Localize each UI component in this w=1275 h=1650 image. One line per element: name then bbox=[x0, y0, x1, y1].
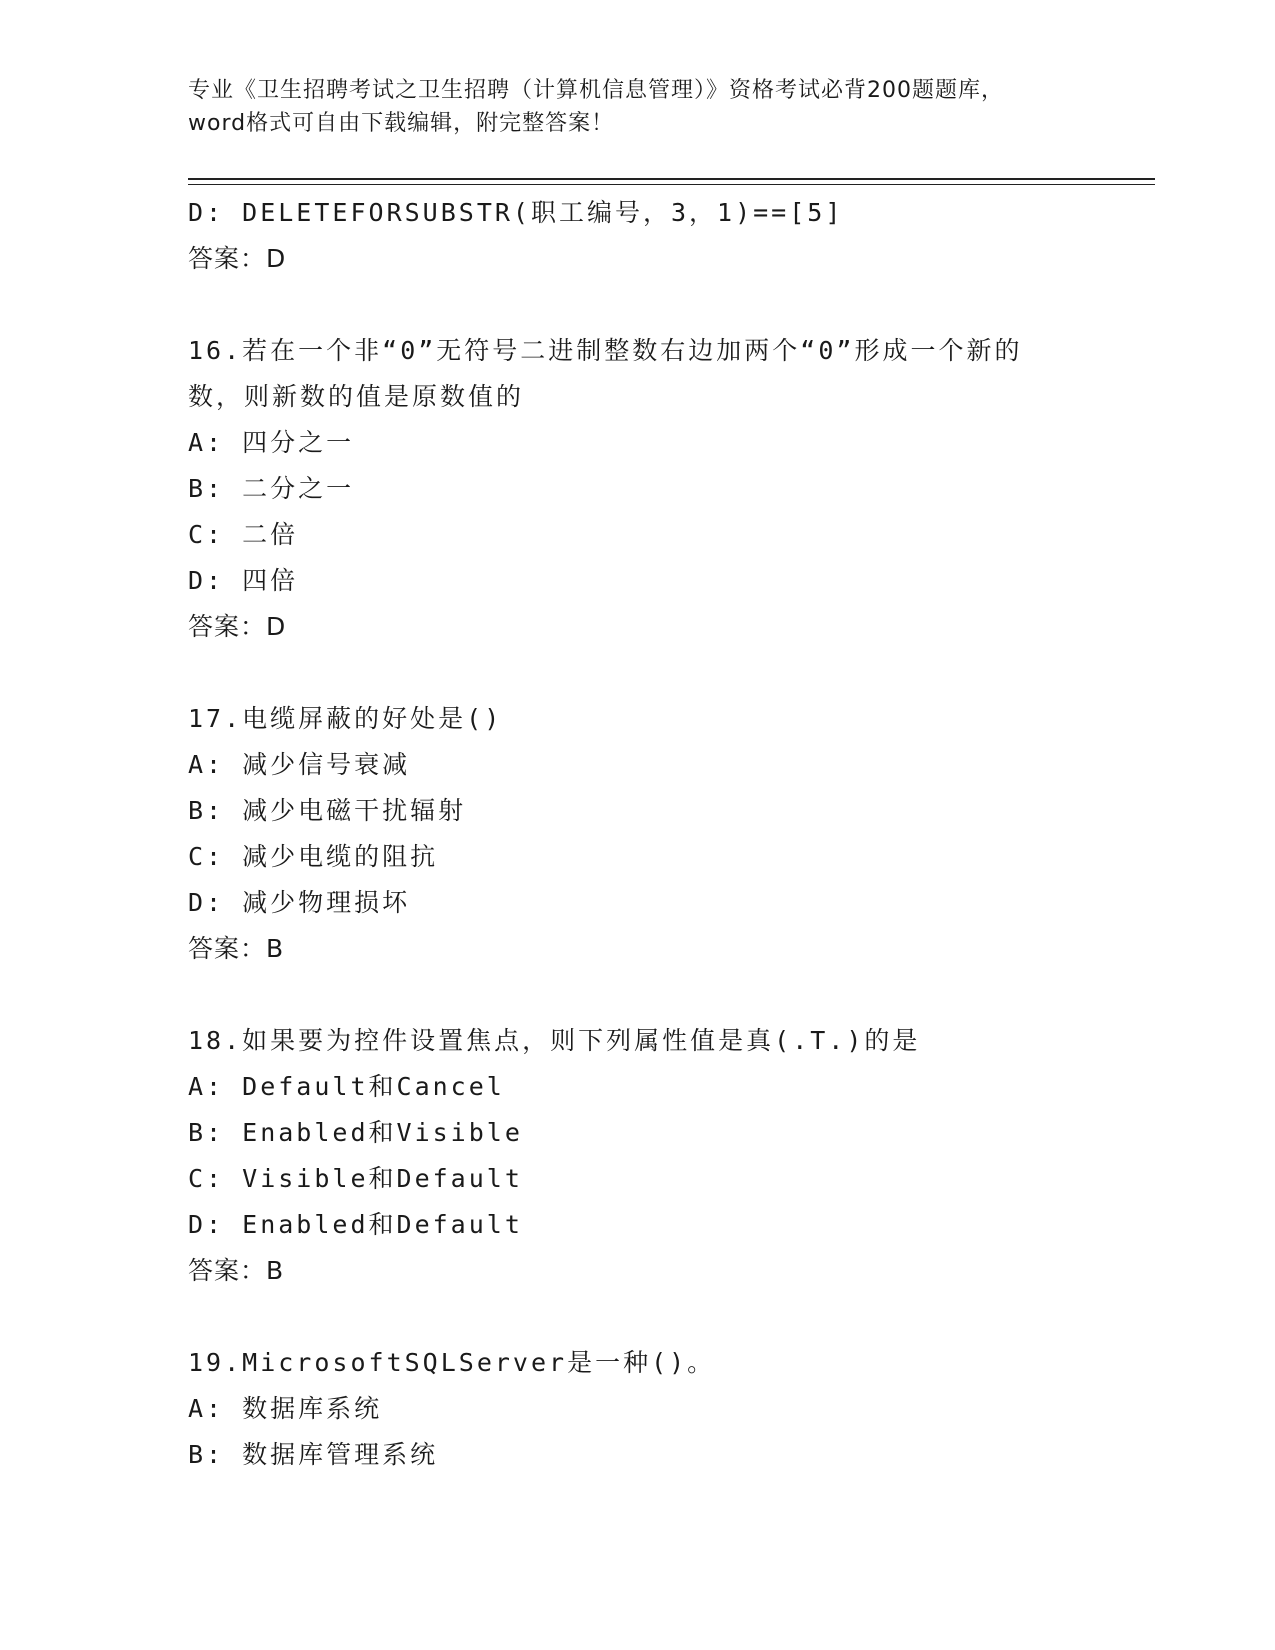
option-a: A: Default和Cancel bbox=[188, 1072, 505, 1101]
answer-line: 答案：B bbox=[188, 1256, 285, 1285]
option-c: C: 二倍 bbox=[188, 520, 299, 549]
question-stem: 16.若在一个非“0”无符号二进制整数右边加两个“0”形成一个新的 bbox=[188, 336, 1023, 365]
option-a: A: 数据库系统 bbox=[188, 1394, 383, 1423]
answer-line: 答案：B bbox=[188, 934, 285, 963]
question-stem: 19.MicrosoftSQLServer是一种()。 bbox=[188, 1348, 716, 1377]
question-stem: 18.如果要为控件设置焦点，则下列属性值是真(.T.)的是 bbox=[188, 1026, 921, 1055]
question-stem-continued: 数，则新数的值是原数值的 bbox=[188, 382, 525, 411]
option-c: C: Visible和Default bbox=[188, 1164, 523, 1193]
option-b: B: 数据库管理系统 bbox=[188, 1440, 439, 1469]
answer-line: 答案：D bbox=[188, 612, 287, 641]
document-header bbox=[188, 74, 1088, 140]
option-b: B: Enabled和Visible bbox=[188, 1118, 523, 1147]
header-divider-thick bbox=[188, 178, 1155, 180]
option-a: A: 四分之一 bbox=[188, 428, 355, 457]
question-list bbox=[188, 190, 1088, 1478]
header-line-1: 专业《卫生招聘考试之卫生招聘（计算机信息管理）》资格考试必背200题题库， bbox=[188, 78, 1004, 103]
option-d: D: 四倍 bbox=[188, 566, 299, 595]
question-19 bbox=[188, 1340, 1088, 1478]
answer-line: 答案：D bbox=[188, 244, 287, 273]
option-d: D: DELETEFORSUBSTR(职工编号，3，1)==[5] bbox=[188, 198, 844, 227]
option-c: C: 减少电缆的阻抗 bbox=[188, 842, 439, 871]
option-b: B: 减少电磁干扰辐射 bbox=[188, 796, 467, 825]
option-a: A: 减少信号衰减 bbox=[188, 750, 411, 779]
question-18 bbox=[188, 1018, 1088, 1294]
option-d: D: Enabled和Default bbox=[188, 1210, 523, 1239]
option-d: D: 减少物理损坏 bbox=[188, 888, 411, 917]
header-divider-thin bbox=[188, 184, 1155, 185]
question-16 bbox=[188, 328, 1088, 650]
question-17 bbox=[188, 696, 1088, 972]
header-line-2: word格式可自由下载编辑，附完整答案！ bbox=[188, 111, 615, 136]
question-stem: 17.电缆屏蔽的好处是() bbox=[188, 704, 503, 733]
option-b: B: 二分之一 bbox=[188, 474, 355, 503]
previous-question-tail bbox=[188, 190, 1088, 282]
